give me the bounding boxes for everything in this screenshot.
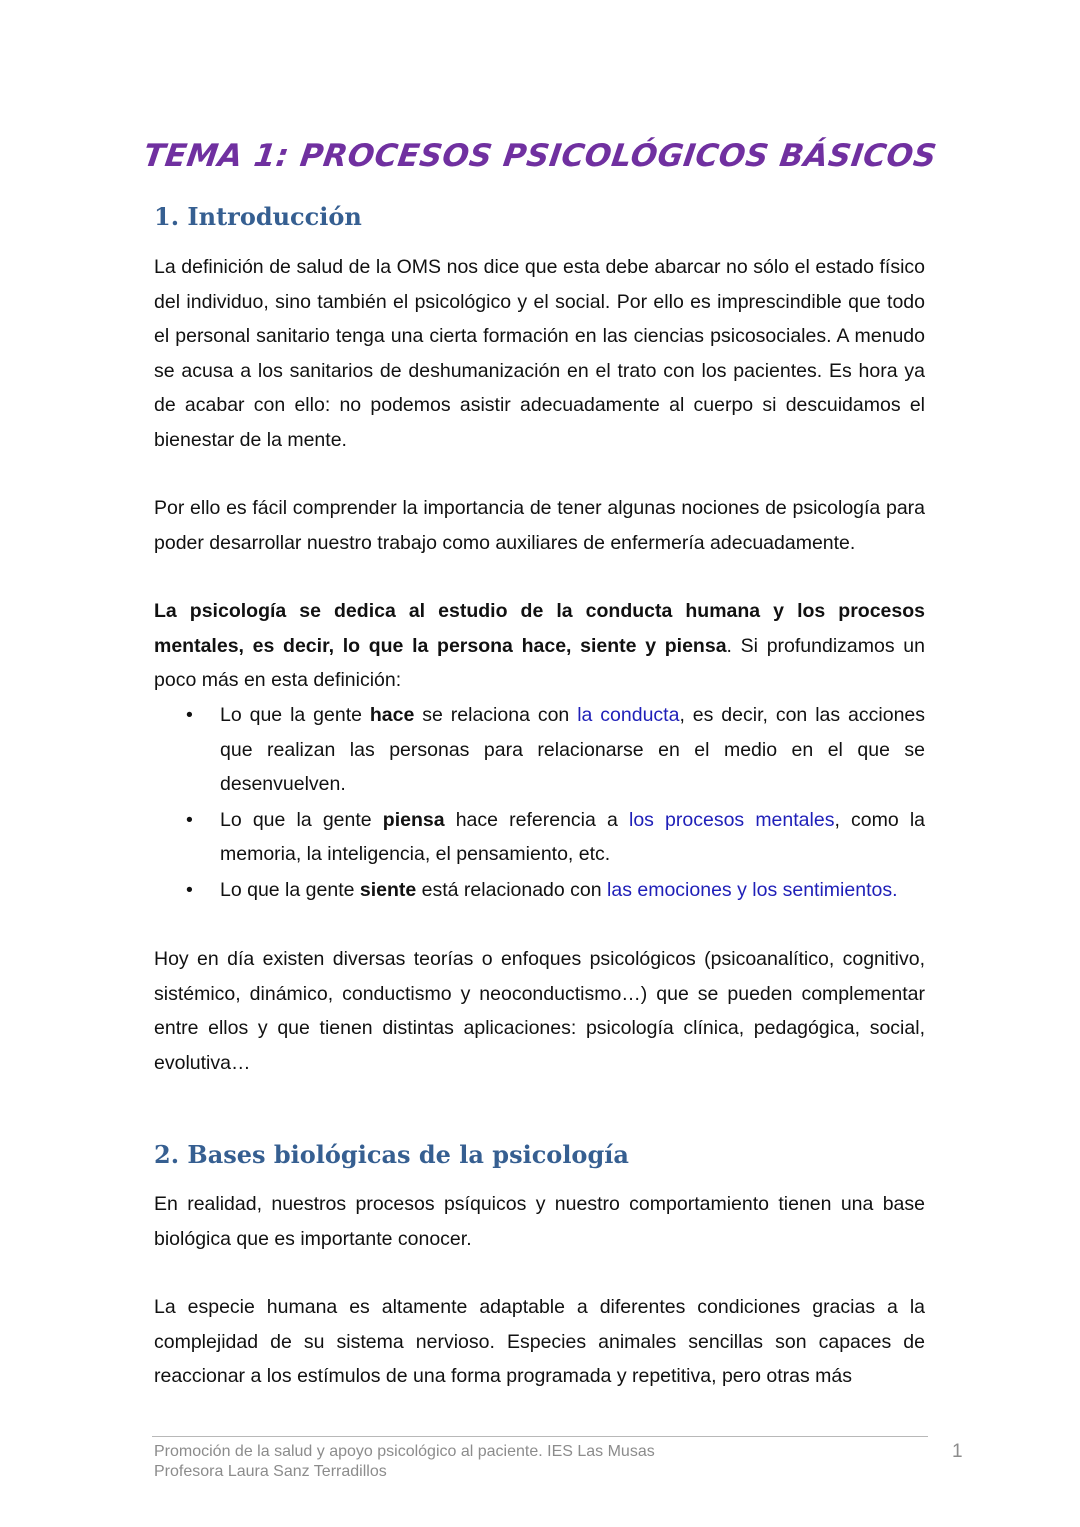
paragraph-enfoques: Hoy en día existen diversas teorías o enfoques psicológicos (psicoanalítico, cognitivo, sistémico, dinámico, conductismo y neoconductismo…) que se pueden complementar entre ellos y que tienen distintas aplicaciones: psicología clínica, pedagógica, social, evolutiva… — [154, 948, 925, 1074]
bullet-text: Lo que la gente — [220, 808, 383, 831]
page-title: TEMA 1: PROCESOS PSICOLÓGICOS BÁSICOS — [141, 138, 939, 174]
paragraph-bases-1: En realidad, nuestros procesos psíquicos y nuestro comportamiento tienen una base biológica que es importante conocer. — [154, 1193, 925, 1250]
bullet-text: . — [892, 878, 898, 901]
section-heading-bases-biologicas: 2. Bases biológicas de la psicología — [154, 1140, 629, 1169]
bullet-text: , es decir, con las acciones que realizan las personas para relacionarse en el medio en el que se desenvuelven. — [220, 704, 926, 795]
paragraph-intro-1: La definición de salud de la OMS nos dice que esta debe abarcar no sólo el estado físico del individuo, sino también el psicológico y el social. Por ello es imprescindible que todo el personal sanitario tenga una cierta formación en las ciencias psicosociales. A menudo se acusa a los sanitarios de deshumanización en el trato con los pacientes. Es hora ya de acabar con ello: no podemos asistir adecuadamente al cuerpo si descuidamos el bienestar de la mente. — [154, 256, 925, 451]
footer-teacher-line: Profesora Laura Sanz Terradillos — [154, 1463, 387, 1480]
definition-rest-text: . Si profundizamos un poco más en esta definición: — [154, 634, 925, 691]
bullet-bold: hace — [369, 704, 415, 726]
list-item — [154, 698, 925, 802]
definition-bullet-list — [154, 698, 925, 908]
bullet-text: hace referencia a — [444, 808, 629, 831]
bullet-highlight: los procesos mentales — [628, 808, 835, 831]
list-item — [154, 873, 925, 908]
footer-divider — [152, 1436, 928, 1437]
list-item — [154, 803, 925, 872]
bullet-icon: • — [186, 878, 193, 901]
definition-bold-text: La psicología se dedica al estudio de la conducta humana y los procesos mentales, es decir, lo que la persona hace, siente y piensa — [154, 600, 925, 657]
paragraph-bases-2: La especie humana es altamente adaptable a diferentes condiciones gracias a la complejidad de su sistema nervioso. Especies animales sencillas son capaces de reaccionar a los estímulos de una forma programada y repetitiva, pero otras más — [154, 1296, 925, 1387]
paragraph-intro-2: Por ello es fácil comprender la importancia de tener algunas nociones de psicología para poder desarrollar nuestro trabajo como auxiliares de enfermería adecuadamente. — [154, 497, 925, 554]
bullet-bold: piensa — [382, 808, 445, 831]
footer — [154, 1442, 655, 1482]
paragraph-definition — [154, 594, 925, 698]
bullet-icon: • — [186, 808, 193, 831]
bullet-text: está relacionado con — [416, 878, 608, 901]
bullet-icon: • — [186, 704, 193, 726]
bullet-bold: siente — [359, 878, 417, 901]
bullet-text: Lo que la gente — [220, 704, 370, 726]
page-number: 1 — [952, 1441, 963, 1462]
bullet-highlight: la conducta — [577, 704, 680, 726]
bullet-text: , como la memoria, la inteligencia, el pensamiento, etc. — [220, 808, 926, 865]
bullet-highlight: las emociones y los sentimientos — [607, 878, 893, 901]
section-heading-introduccion: 1. Introducción — [154, 202, 362, 231]
bullet-text: se relaciona con — [414, 704, 578, 726]
footer-course-line: Promoción de la salud y apoyo psicológico al paciente. IES Las Musas — [154, 1443, 655, 1460]
bullet-text: Lo que la gente — [220, 878, 360, 901]
